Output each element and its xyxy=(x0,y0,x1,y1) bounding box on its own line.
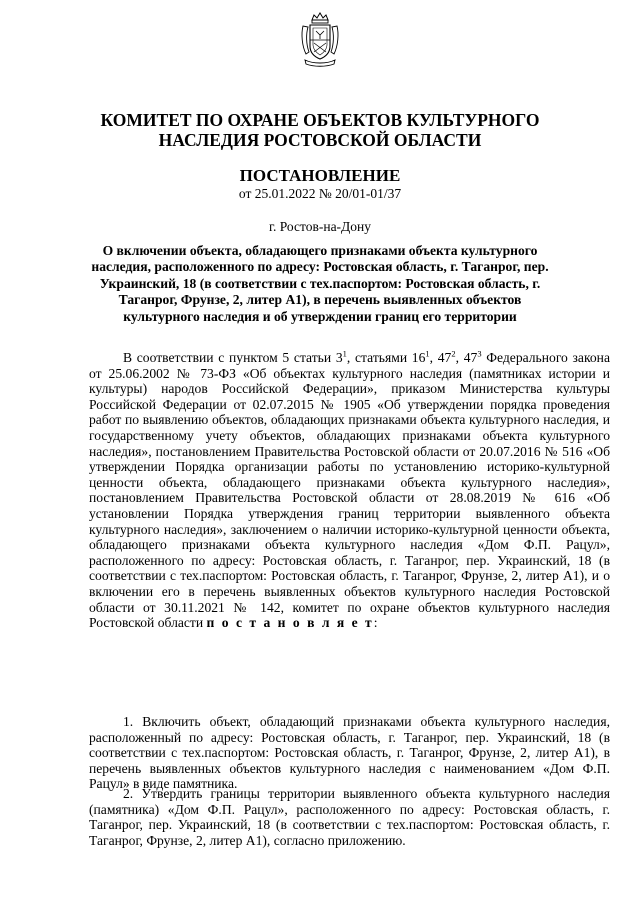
document-type-title: ПОСТАНОВЛЕНИЕ xyxy=(239,166,401,185)
preamble-text-1: В соответствии с пунктом 5 статьи 3 xyxy=(123,350,343,365)
organization-line-1: КОМИТЕТ ПО ОХРАНЕ ОБЪЕКТОВ КУЛЬТУРНОГО xyxy=(100,110,540,130)
preamble-text-3: , 47 xyxy=(429,350,452,365)
superscript-4: 3 xyxy=(477,348,482,359)
document-date-number: от 25.01.2022 № 20/01-01/37 xyxy=(238,186,402,201)
preamble-colon: : xyxy=(373,615,378,631)
organization-name xyxy=(60,110,580,150)
preamble-text-2: , статьями 16 xyxy=(346,350,426,365)
preamble-text-4: , 47 xyxy=(455,350,478,365)
preamble-paragraph xyxy=(89,350,610,631)
rostov-oblast-coat-of-arms-icon xyxy=(299,12,341,68)
superscript-1: 1 xyxy=(342,348,347,359)
resolution-item-1: 1. Включить объект, обладающий признаками объекта культурного наследия, расположенный по адресу: Ростовская область, г. Таганрог, пер. Украинский, 18 (в соответствии с тех.паспортом: Ростовская область, г. Таганрог, Фрунзе, 2, литер А1), в перечень выявленных объектов культурного наследия с наименованием «Дом Ф.П. Рацул» в виде памятника. xyxy=(89,714,610,792)
superscript-3: 2 xyxy=(451,348,456,359)
resolution-item-2: 2. Утвердить границы территории выявленного объекта культурного наследия (памятника) «Дом Ф.П. Рацул», расположенного по адресу: Ростовская область, г. Таганрог, пер. Украинский, 18 (в соответствии с тех.паспортом: Ростовская область, г. Таганрог, Фрунзе, 2, литер А1), согласно приложению. xyxy=(89,786,610,848)
superscript-2: 1 xyxy=(425,348,430,359)
preamble-text-5: Федерального закона от 25.06.2002 № 73-ФЗ «Об объектах культурного наследия (памятниках истории и культуры) народов Российской Федерации», приказом Министерства культуры Российской Федерации от 02.07.2015 № 1905 «Об утверждении порядка проведения работ по выявлению объектов, обладающих признаками объекта культурного наследия, и государственному учету объектов, обладающих признаками объекта культурного наследия», постановлением Правительства Ростовской области от 20.07.2016 № 516 «Об утверждении Порядка организации работы по установлению историко-культурной ценности объекта, обладающего признаками объекта культурного наследия», постановлением Правительства Ростовской области от 28.08.2019 № 616 «Об установлении Порядка утверждения границ территории выявленного объекта культурного наследия», заключением о наличии историко-культурной ценности объекта, обладающего признаками объекта культурного наследия «Дом Ф.П. Рацул», расположенного по адресу: Ростовская область, г. Таганрог, пер. Украинский, 18 (в соответствии с тех.паспортом: Ростовская область, г. Таганрог, Фрунзе, 2, литер А1), и о включении его в перечень выявленных объектов культурного наследия Ростовской области от 30.11.2021 № 142, комитет по охране объектов культурного наследия Ростовской области xyxy=(89,350,610,631)
document-city: г. Ростов-на-Дону xyxy=(268,219,371,234)
resolves-word: п о с т а н о в л я е т xyxy=(206,615,374,631)
document-subject: О включении объекта, обладающего признаками объекта культурного наследия, расположенного по адресу: Ростовская область, г. Таганрог, пер. Украинский, 18 (в соответствии с тех.паспортом: Ростовская область, г. Таганрог, Фрунзе, 2, литер А1), в перечень выявленных объектов культурного наследия и об утверждении границ его территории xyxy=(91,243,549,324)
organization-line-2: НАСЛЕДИЯ РОСТОВСКОЙ ОБЛАСТИ xyxy=(158,130,482,150)
